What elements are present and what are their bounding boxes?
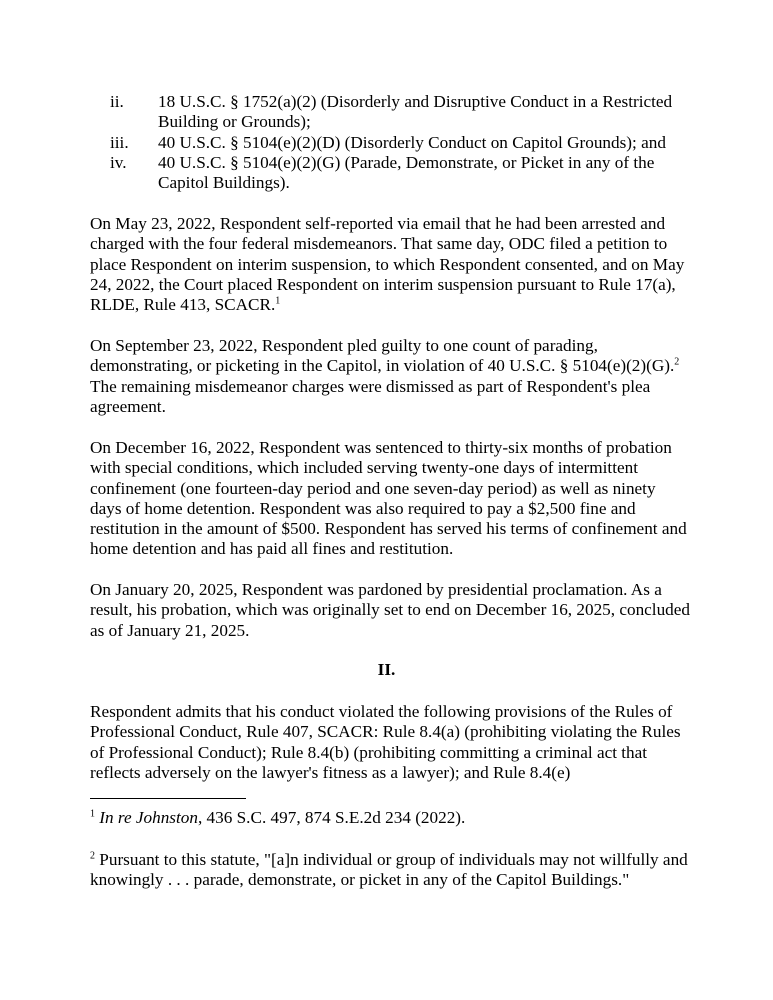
list-item [90, 153, 690, 194]
list-item-number: iii. [110, 132, 129, 152]
paragraph-guilty-plea [90, 336, 690, 417]
paragraph-text: On September 23, 2022, Respondent pled guilty to one count of parading, demonstrating, or picketing in the Capitol, in violation of 40 U.S.C. § 5104(e)(2)(G). [90, 336, 675, 376]
list-item-text: 18 U.S.C. § 1752(a)(2) (Disorderly and Disruptive Conduct in a Restricted Building or Grounds); [158, 92, 673, 132]
paragraph-text: Respondent admits that his conduct violated the following provisions of the Rules of Professional Conduct, Rule 407, SCACR: Rule 8.4(a) (prohibiting violating the Rules of Professional Conduct); Rule 8.4(b) (prohibiting committing a criminal act that reflects adversely on the lawyer's fitness as a lawyer); and Rule 8.4(e) [90, 702, 681, 782]
footnote-text: Pursuant to this statute, "[a]n individual or group of individuals may not willfully and knowingly . . . parade, demonstrate, or picket in any of the Capitol Buildings." [90, 850, 688, 890]
list-item [90, 92, 690, 133]
paragraph-self-report [90, 214, 690, 315]
footnote-divider [90, 798, 246, 799]
paragraph-pardon [90, 580, 690, 641]
list-item-number: iv. [110, 152, 127, 172]
paragraph-text: The remaining misdemeanor charges were dismissed as part of Respondent's plea agreement. [90, 376, 651, 416]
footnote-1 [90, 808, 690, 828]
list-item [90, 133, 690, 153]
footnote-text: , 436 S.C. 497, 874 S.E.2d 234 (2022). [197, 808, 466, 827]
list-item-text: 40 U.S.C. § 5104(e)(2)(D) (Disorderly Conduct on Capitol Grounds); and [158, 132, 666, 152]
charge-list [90, 92, 690, 193]
footnote-case-name: In re Johnston [99, 808, 198, 827]
paragraph-text: On January 20, 2025, Respondent was pardoned by presidential proclamation. As a result, his probation, which was originally set to end on December 16, 2025, concluded as of January 21, 2025. [90, 580, 690, 640]
footnote-number: 2 [90, 850, 95, 862]
footnote-ref-1: 1 [275, 295, 281, 307]
list-item-number: ii. [110, 92, 124, 111]
paragraph-text: On December 16, 2022, Respondent was sentenced to thirty-six months of probation with special conditions, which included serving twenty-one days of intermittent confinement (one fourteen-day period and one seven-day period) as well as ninety days of home detention. Respondent was also required to pay a $2,500 fine and restitution in the amount of $500. Respondent has served his terms of confinement and home detention and has paid all fines and restitution. [90, 438, 687, 559]
footnote-2 [90, 850, 690, 891]
paragraph-sentence [90, 438, 690, 560]
footnote-number: 1 [90, 808, 95, 820]
section-heading: II. [377, 660, 396, 679]
list-item-text: 40 U.S.C. § 5104(e)(2)(G) (Parade, Demonstrate, or Picket in any of the Capitol Buildings). [158, 152, 655, 193]
footnote-ref-2: 2 [674, 356, 680, 368]
paragraph-text: On May 23, 2022, Respondent self-reported via email that he had been arrested and charged with the four federal misdemeanors. That same day, ODC filed a petition to place Respondent on interim suspension, to which Respondent consented, and on May 24, 2022, the Court placed Respondent on interim suspension pursuant to Rule 17(a), RLDE, Rule 413, SCACR. [90, 214, 685, 315]
paragraph-rule-violations [90, 702, 690, 783]
